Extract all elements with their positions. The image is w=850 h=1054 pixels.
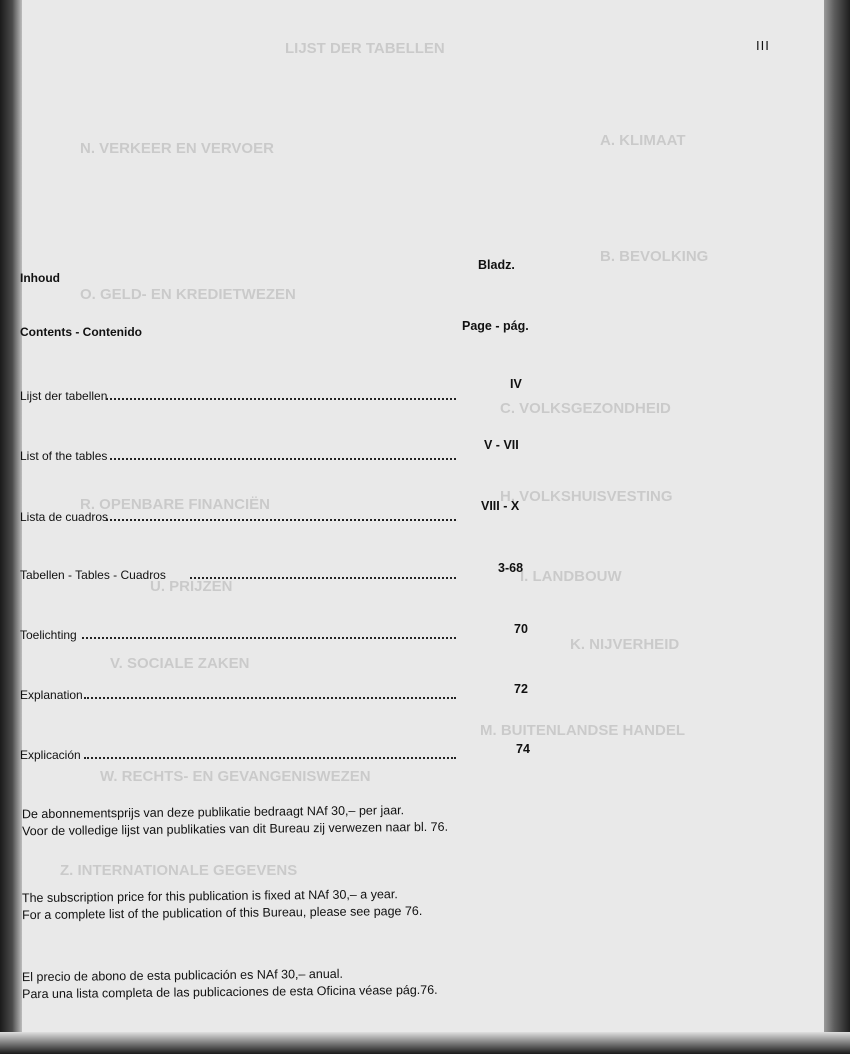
left-scan-edge <box>0 0 22 1054</box>
bleed-header: LIJST DER TABELLEN <box>285 40 445 57</box>
toc-leader <box>82 637 456 639</box>
note-line: For a complete list of the publication of this Bureau, please see page 76. <box>22 903 423 923</box>
bleed-heading-c: C. VOLKSGEZONDHEID <box>500 400 671 417</box>
bottom-scan-edge <box>0 1032 850 1054</box>
right-scan-edge <box>824 0 850 1054</box>
note-line: De abonnementsprijs van deze publikatie bedraagt NAf 30,– per jaar. <box>21 803 405 822</box>
note-line: Voor de volledige lijst van publikaties van dit Bureau zij verwezen naar bl. 76. <box>22 819 449 839</box>
toc-page: 72 <box>514 682 528 696</box>
bleed-heading-i: I. LANDBOUW <box>520 568 622 585</box>
bleed-heading-r: R. OPENBARE FINANCIËN <box>80 496 271 513</box>
toc-label: Lijst der tabellen <box>20 389 108 403</box>
note-line: El precio de abono de esta publicación es NAf 30,– anual. <box>21 966 344 985</box>
toc-leader <box>84 697 456 699</box>
toc-label: Explicación <box>20 748 81 762</box>
toc-page: 74 <box>516 742 530 756</box>
toc-label: Lista de cuadros <box>20 510 109 524</box>
note-dutch <box>22 802 448 840</box>
note-line: The subscription price for this publication is fixed at NAf 30,– a year. <box>21 887 398 906</box>
toc-page: V - VII <box>484 438 519 452</box>
note-english <box>22 886 423 924</box>
toc-leader <box>110 458 456 460</box>
toc-leader <box>106 519 456 521</box>
toc-page: IV <box>510 377 522 391</box>
toc-label: List of the tables <box>20 449 108 463</box>
bleed-heading-v: V. SOCIALE ZAKEN <box>110 655 250 672</box>
heading-inhoud: Inhoud <box>20 271 60 285</box>
bleed-heading-b: B. BEVOLKING <box>600 248 709 265</box>
page-number: III <box>756 38 770 53</box>
bleed-heading-a: A. KLIMAAT <box>600 132 686 149</box>
toc-label: Toelichting <box>20 628 77 642</box>
heading-bladz: Bladz. <box>478 258 515 272</box>
note-line: Para una lista completa de las publicaciones de esta Oficina véase pág.76. <box>22 982 438 1002</box>
toc-label: Explanation <box>20 688 83 702</box>
bleed-heading-h: H. VOLKSHUISVESTING <box>500 488 673 505</box>
bleed-heading-o: O. GELD- EN KREDIETWEZEN <box>80 286 296 303</box>
heading-contents: Contents - Contenido <box>20 325 142 339</box>
bleed-heading-k: K. NIJVERHEID <box>570 636 680 653</box>
bleed-heading-w: W. RECHTS- EN GEVANGENISWEZEN <box>100 768 371 785</box>
bleed-heading-u: U. PRIJZEN <box>150 578 233 595</box>
toc-leader <box>190 577 456 579</box>
toc-page: 3-68 <box>498 561 524 575</box>
toc-label: Tabellen - Tables - Cuadros <box>20 568 166 582</box>
toc-leader <box>106 398 456 400</box>
note-spanish <box>22 965 438 1003</box>
bleed-heading-n: N. VERKEER EN VERVOER <box>80 140 274 157</box>
bleed-heading-z: Z. INTERNATIONALE GEGEVENS <box>60 862 298 879</box>
toc-leader <box>84 757 456 759</box>
heading-page: Page - pág. <box>462 319 529 333</box>
toc-page: VIII - X <box>481 499 520 513</box>
toc-page: 70 <box>514 622 528 636</box>
bleed-heading-m: M. BUITENLANDSE HANDEL <box>480 722 685 739</box>
